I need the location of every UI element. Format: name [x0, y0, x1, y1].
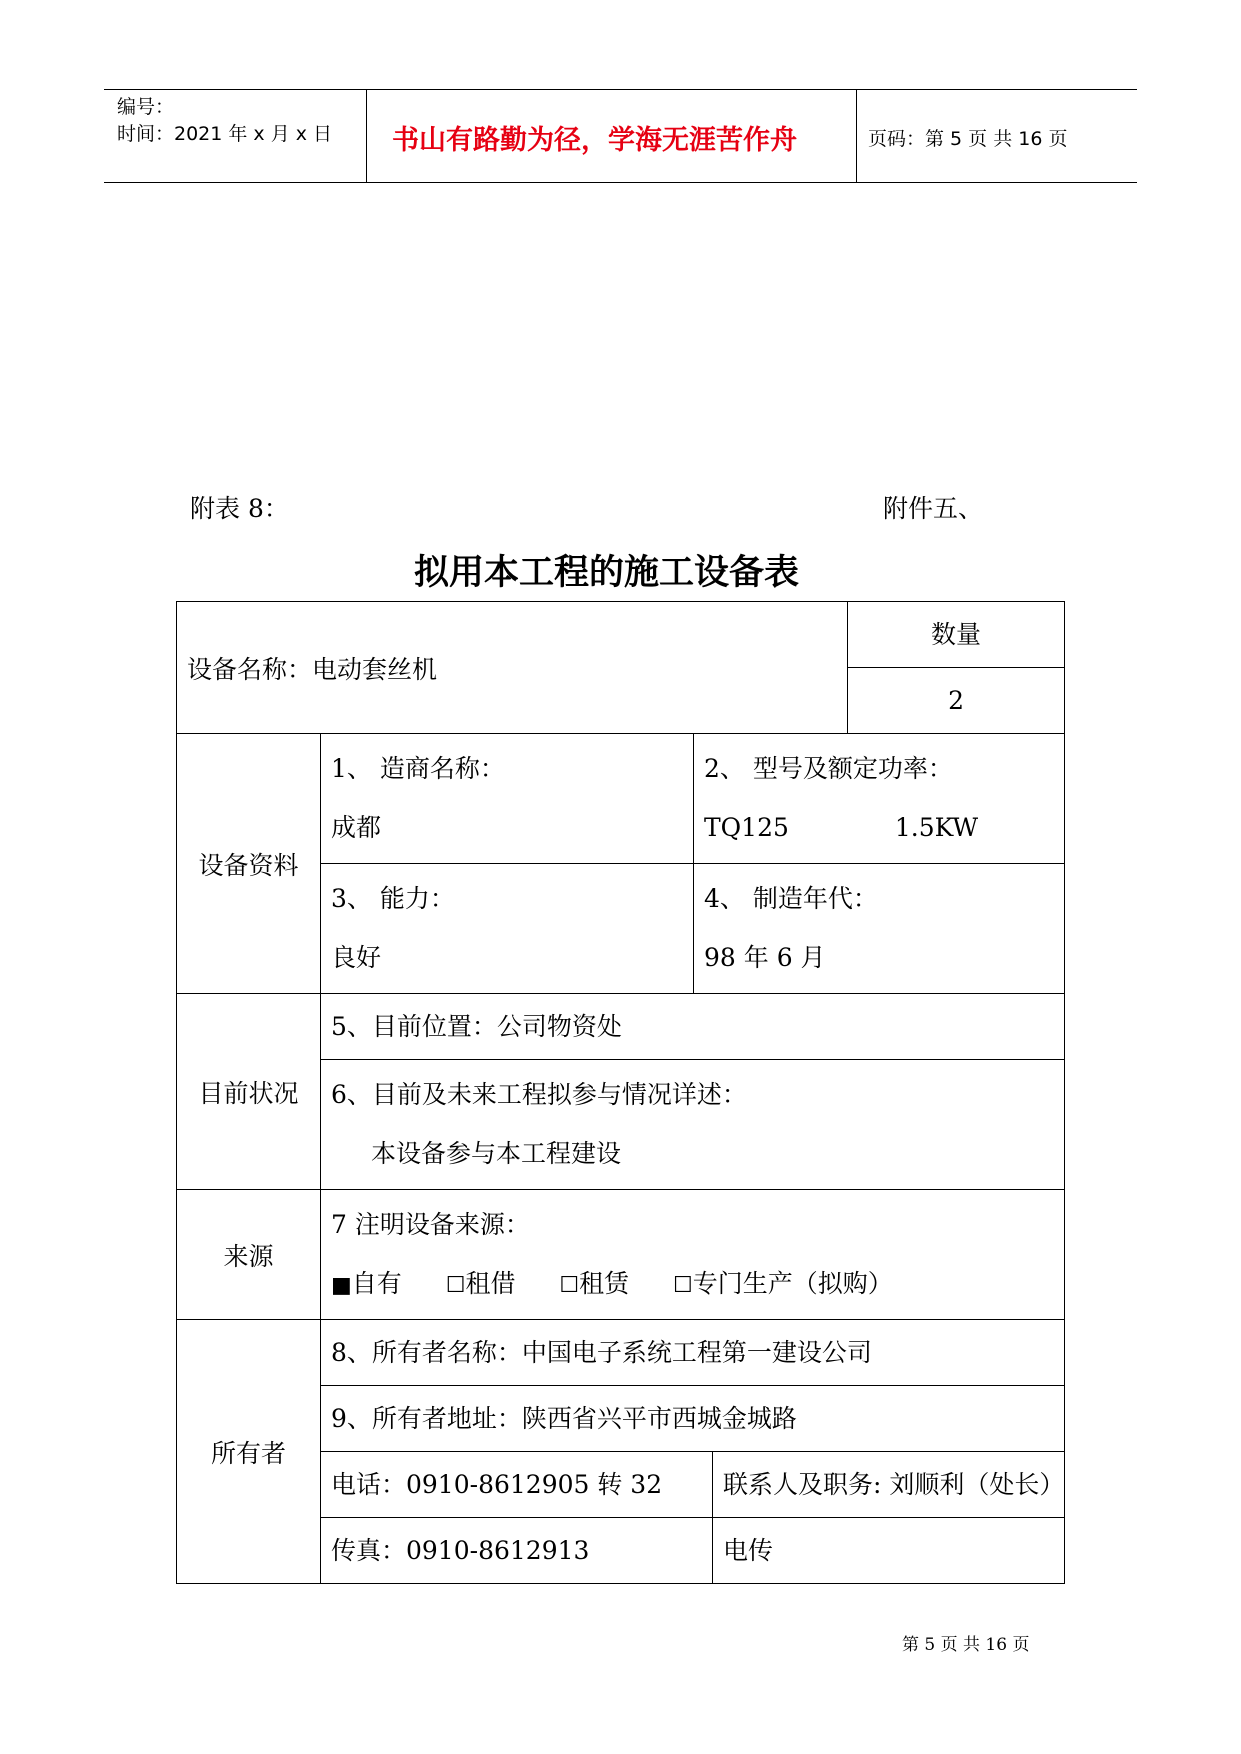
telegram-cell: 电传: [713, 1518, 1065, 1584]
header-page-label: 页码：第 5 页 共 16 页: [868, 128, 1068, 150]
model-label: 2、 型号及额定功率：: [704, 753, 953, 783]
capacity-label: 3、 能力：: [331, 883, 455, 913]
contact-cell: 联系人及职务: 刘顺利（处长）: [713, 1452, 1065, 1518]
checkbox-checked-icon: ■: [331, 1272, 352, 1298]
header-time-label: 时间：2021 年 x 月 x 日: [117, 123, 333, 145]
future-value-line: [331, 1124, 1054, 1186]
checkbox-empty-icon: ☐: [673, 1272, 693, 1298]
appendix-table-label: 附表 8：: [190, 494, 289, 523]
model-value: TQ125: [704, 812, 789, 842]
manufacturer-cell: [321, 734, 694, 864]
future-value: 本设备参与本工程建设: [371, 1138, 622, 1168]
equipment-table: [176, 601, 1065, 1584]
power-value: 1.5KW: [894, 812, 979, 842]
phone-cell: 电话：0910-8612905 转 32: [321, 1452, 713, 1518]
header-number-label: 编号：: [117, 96, 175, 118]
model-value-line: [704, 798, 1054, 860]
manufacturer-value: 成都: [331, 812, 382, 842]
source-options: [331, 1254, 1054, 1316]
section-current-status: 目前状况: [177, 994, 321, 1190]
source-cell: [321, 1190, 1065, 1320]
header-divider-left: [366, 89, 367, 182]
checkbox-empty-icon: ☐: [559, 1272, 580, 1298]
source-option-owned[interactable]: ■自有: [331, 1268, 402, 1298]
source-label: 7 注明设备来源：: [331, 1209, 530, 1239]
header-motto: 书山有路勤为径，学海无涯苦作舟: [392, 125, 797, 156]
location-cell: 5、目前位置：公司物资处: [321, 994, 1065, 1060]
year-label: 4、 制造年代：: [704, 883, 878, 913]
capacity-value: 良好: [331, 942, 382, 972]
section-equipment-info: 设备资料: [177, 734, 321, 994]
page-title: 拟用本工程的施工设备表: [414, 553, 800, 593]
device-name-cell: 设备名称：电动套丝机: [177, 602, 848, 734]
year-cell: [694, 864, 1065, 994]
capacity-cell: [321, 864, 694, 994]
page-footer: 第 5 页 共 16 页: [902, 1635, 1030, 1655]
future-label: 6、目前及未来工程拟参与情况详述：: [331, 1079, 747, 1109]
owner-name: 8、所有者名称：中国电子系统工程第一建设公司: [321, 1320, 1065, 1386]
header-bottom-rule: [104, 182, 1137, 183]
section-source: 来源: [177, 1190, 321, 1320]
quantity-label: 数量: [848, 602, 1065, 668]
source-option-borrowed[interactable]: ☐租借: [445, 1268, 516, 1298]
source-option-purchase[interactable]: ☐专门生产（拟购）: [673, 1268, 893, 1298]
checkbox-empty-icon: ☐: [445, 1272, 466, 1298]
future-cell: [321, 1060, 1065, 1190]
attachment-label: 附件五、: [883, 494, 984, 523]
section-owner: 所有者: [177, 1320, 321, 1584]
model-cell: [694, 734, 1065, 864]
year-value: 98 年 6 月: [704, 942, 826, 972]
manufacturer-label: 1、 造商名称：: [331, 753, 505, 783]
header-top-rule: [104, 89, 1137, 90]
source-option-leased[interactable]: ☐租赁: [559, 1268, 630, 1298]
quantity-value: 2: [848, 668, 1065, 734]
header-divider-right: [856, 89, 857, 182]
fax-cell: 传真：0910-8612913: [321, 1518, 713, 1584]
owner-address: 9、所有者地址：陕西省兴平市西城金城路: [321, 1386, 1065, 1452]
